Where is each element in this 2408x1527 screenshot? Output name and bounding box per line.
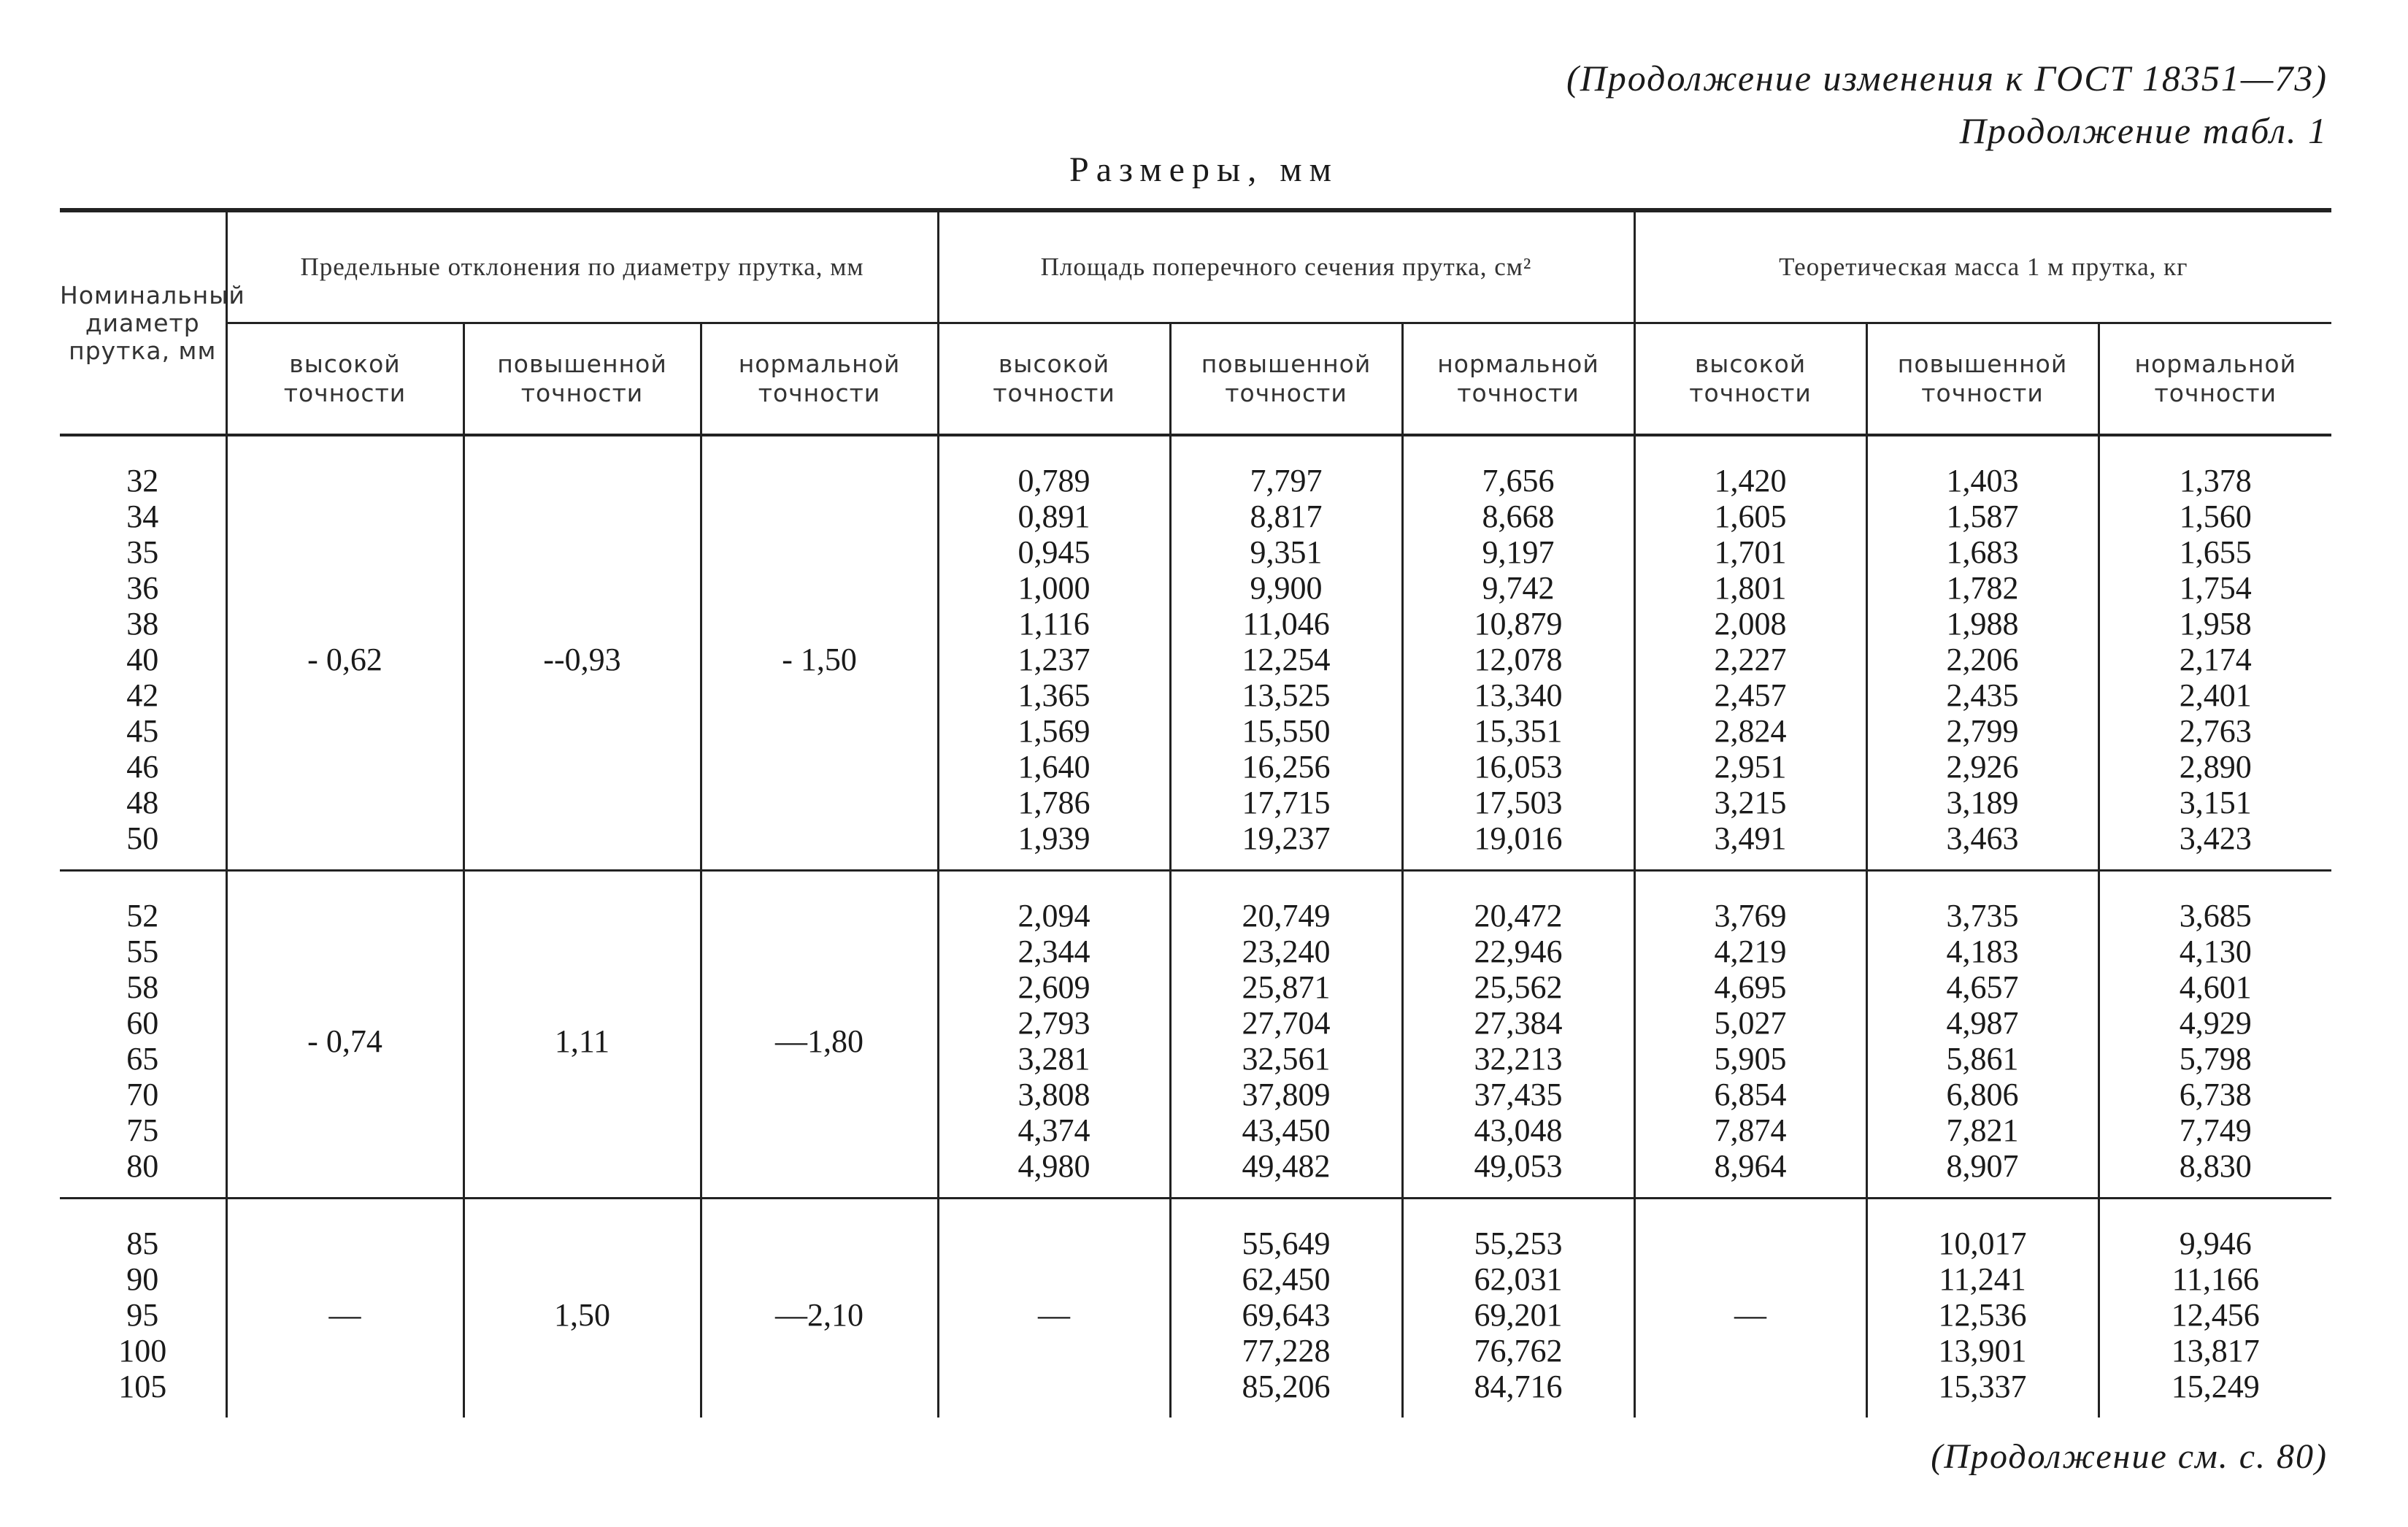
value: 2,401 [2179, 677, 2252, 713]
value: 3,423 [2179, 820, 2252, 856]
value: 2,206 [1946, 642, 2019, 677]
units-caption: Размеры, мм [1069, 150, 1339, 189]
value: 6,806 [1946, 1077, 2019, 1112]
value: 3,685 [2179, 898, 2252, 934]
value: 4,657 [1946, 969, 2019, 1005]
value: 8,817 [1250, 499, 1323, 534]
value: 9,351 [1250, 534, 1323, 570]
value: 40 [126, 642, 159, 677]
value: 9,197 [1482, 534, 1555, 570]
cell-sizes [60, 1199, 226, 1418]
value: 27,384 [1474, 1005, 1563, 1041]
value: 3,215 [1714, 785, 1787, 820]
cell-mass-normal [2099, 1199, 2331, 1418]
value: 5,861 [1946, 1041, 2019, 1077]
value: 13,525 [1242, 677, 1331, 713]
value: 1,640 [1018, 749, 1090, 785]
value: 12,536 [1938, 1297, 2027, 1333]
value: 3,491 [1714, 820, 1787, 856]
value: 20,749 [1242, 898, 1331, 934]
value: 1,378 [2179, 463, 2252, 499]
cell-dev-normal: —2,10 [701, 1199, 938, 1418]
value: 1,605 [1714, 499, 1787, 534]
value: 43,048 [1474, 1112, 1563, 1148]
cell-mass-high [1634, 871, 1866, 1199]
value: 85 [126, 1226, 159, 1261]
value: 11,166 [2172, 1261, 2259, 1297]
value: 10,017 [1938, 1226, 2027, 1261]
value: 4,183 [1946, 934, 2019, 969]
value: 2,344 [1018, 934, 1090, 969]
value: 55 [126, 934, 159, 969]
value: 2,094 [1018, 898, 1090, 934]
value: 8,830 [2179, 1148, 2252, 1184]
value: 12,456 [2171, 1297, 2260, 1333]
value: 6,854 [1714, 1077, 1787, 1112]
value: 13,340 [1474, 677, 1563, 713]
value: 7,821 [1946, 1112, 2019, 1148]
value: 1,116 [1018, 606, 1090, 642]
value: 23,240 [1242, 934, 1331, 969]
value: 1,786 [1018, 785, 1090, 820]
value: 5,027 [1714, 1005, 1787, 1041]
value: 3,769 [1714, 898, 1787, 934]
continuation-title: (Продолжение изменения к ГОСТ 18351—73) [1566, 58, 2328, 99]
value: 50 [126, 820, 159, 856]
value: 1,560 [2179, 499, 2252, 534]
cell-dev-increased: 1,11 [463, 871, 701, 1199]
value: 2,227 [1714, 642, 1787, 677]
value: 2,763 [2179, 713, 2252, 749]
cell-dev-increased: 1,50 [463, 1199, 701, 1418]
value: 52 [126, 898, 159, 934]
value: 15,249 [2171, 1369, 2260, 1404]
value: 4,695 [1714, 969, 1787, 1005]
value: 11,241 [1939, 1261, 2026, 1297]
table-row-group [60, 871, 2331, 1199]
value: 1,782 [1946, 570, 2019, 606]
group-deviation-header: Предельные отклонения по диаметру прутка, мм [226, 210, 938, 323]
value: 5,905 [1714, 1041, 1787, 1077]
value: 1,754 [2179, 570, 2252, 606]
value: 12,254 [1242, 642, 1331, 677]
cell-dev-normal: —1,80 [701, 871, 938, 1199]
value: 1,587 [1946, 499, 2019, 534]
value: 2,890 [2179, 749, 2252, 785]
value: 37,809 [1242, 1077, 1331, 1112]
col-nominal-diameter: Номинальный диаметр прутка, мм [60, 210, 226, 435]
value: 75 [126, 1112, 159, 1148]
group-mass-header: Теоретическая масса 1 м прутка, кг [1634, 210, 2331, 323]
value: 2,435 [1946, 677, 2019, 713]
value: 76,762 [1474, 1333, 1563, 1369]
table-continuation-label: Продолжение табл. 1 [1959, 110, 2328, 151]
sub-dev-normal: нормальной точности [701, 323, 938, 436]
value: 19,237 [1242, 820, 1331, 856]
value: 2,609 [1018, 969, 1090, 1005]
value: 17,503 [1474, 785, 1563, 820]
cell-mass-increased [1866, 871, 2099, 1199]
value: 2,799 [1946, 713, 2019, 749]
value: 55,649 [1242, 1226, 1331, 1261]
value: 8,668 [1482, 499, 1555, 534]
cell-area-normal [1402, 1199, 1634, 1418]
value: 90 [126, 1261, 159, 1297]
value: 69,201 [1474, 1297, 1563, 1333]
value: 1,958 [2179, 606, 2252, 642]
value: 9,900 [1250, 570, 1323, 606]
cell-area-normal [1402, 871, 1634, 1199]
value: 27,704 [1242, 1005, 1331, 1041]
value: 2,457 [1714, 677, 1787, 713]
sub-area-increased: повышенной точности [1170, 323, 1402, 436]
value: 4,130 [2179, 934, 2252, 969]
cell-mass-normal [2099, 435, 2331, 871]
cell-area-normal [1402, 435, 1634, 871]
value: 34 [126, 499, 159, 534]
cell-area-high [938, 871, 1170, 1199]
value: 55,253 [1474, 1226, 1563, 1261]
value: 19,016 [1474, 820, 1563, 856]
value: 22,946 [1474, 934, 1563, 969]
value: 105 [118, 1369, 167, 1404]
footer-continuation: (Продолжение см. с. 80) [1931, 1437, 2328, 1476]
value: 0,891 [1018, 499, 1090, 534]
value: 48 [126, 785, 159, 820]
value: 1,365 [1018, 677, 1090, 713]
value: 49,053 [1474, 1148, 1563, 1184]
value: 62,450 [1242, 1261, 1331, 1297]
value: 45 [126, 713, 159, 749]
value: 3,463 [1946, 820, 2019, 856]
value: 15,337 [1938, 1369, 2027, 1404]
value: 7,797 [1250, 463, 1323, 499]
value: 20,472 [1474, 898, 1563, 934]
value: 3,281 [1018, 1041, 1090, 1077]
value: 17,715 [1242, 785, 1331, 820]
value: 0,789 [1018, 463, 1090, 499]
cell-area-increased [1170, 871, 1402, 1199]
sub-mass-high: высокой точности [1634, 323, 1866, 436]
value: 85,206 [1242, 1369, 1331, 1404]
value: 1,988 [1946, 606, 2019, 642]
value: 65 [126, 1041, 159, 1077]
value: 4,374 [1018, 1112, 1090, 1148]
cell-area-high: — [938, 1199, 1170, 1418]
cell-dev-normal: - 1,50 [701, 435, 938, 871]
value: 0,945 [1018, 534, 1090, 570]
value: 13,901 [1938, 1333, 2027, 1369]
value: 9,946 [2179, 1226, 2252, 1261]
value: 42 [126, 677, 159, 713]
cell-mass-high: — [1634, 1199, 1866, 1418]
value: 3,189 [1946, 785, 2019, 820]
cell-mass-increased [1866, 435, 2099, 871]
value: 2,008 [1714, 606, 1787, 642]
value: 49,482 [1242, 1148, 1331, 1184]
value: 36 [126, 570, 159, 606]
value: 15,351 [1474, 713, 1563, 749]
value: 32,561 [1242, 1041, 1331, 1077]
value: 7,749 [2179, 1112, 2252, 1148]
value: 8,964 [1714, 1148, 1787, 1184]
value: 7,874 [1714, 1112, 1787, 1148]
value: 3,735 [1946, 898, 2019, 934]
value: 58 [126, 969, 159, 1005]
value: 2,793 [1018, 1005, 1090, 1041]
value: 32,213 [1474, 1041, 1563, 1077]
value: 4,980 [1018, 1148, 1090, 1184]
value: 1,701 [1714, 534, 1787, 570]
value: 37,435 [1474, 1077, 1563, 1112]
value: 46 [126, 749, 159, 785]
value: 1,683 [1946, 534, 2019, 570]
value: 2,824 [1714, 713, 1787, 749]
value: 6,738 [2179, 1077, 2252, 1112]
value: 3,151 [2179, 785, 2252, 820]
value: 2,174 [2179, 642, 2252, 677]
value: 1,801 [1714, 570, 1787, 606]
value: 9,742 [1482, 570, 1555, 606]
value: 4,601 [2179, 969, 2252, 1005]
value: 25,871 [1242, 969, 1331, 1005]
value: 1,420 [1714, 463, 1787, 499]
value: 12,078 [1474, 642, 1563, 677]
value: 10,879 [1474, 606, 1563, 642]
value: 1,655 [2179, 534, 2252, 570]
value: 16,053 [1474, 749, 1563, 785]
sub-dev-high: высокой точности [226, 323, 463, 436]
value: 2,926 [1946, 749, 2019, 785]
group-area-header: Площадь поперечного сечения прутка, см² [938, 210, 1634, 323]
value: 1,000 [1018, 570, 1090, 606]
table-row-group [60, 435, 2331, 871]
value: 1,237 [1018, 642, 1090, 677]
table-row-group [60, 1199, 2331, 1418]
value: 1,569 [1018, 713, 1090, 749]
sub-mass-increased: повышенной точности [1866, 323, 2099, 436]
value: 35 [126, 534, 159, 570]
value: 32 [126, 463, 159, 499]
cell-dev-high: - 0,74 [226, 871, 463, 1199]
value: 100 [118, 1333, 167, 1369]
value: 2,951 [1714, 749, 1787, 785]
cell-mass-high [1634, 435, 1866, 871]
value: 80 [126, 1148, 159, 1184]
value: 11,046 [1242, 606, 1330, 642]
value: 4,929 [2179, 1005, 2252, 1041]
value: 4,219 [1714, 934, 1787, 969]
value: 43,450 [1242, 1112, 1331, 1148]
value: 8,907 [1946, 1148, 2019, 1184]
value: 4,987 [1946, 1005, 2019, 1041]
cell-mass-increased [1866, 1199, 2099, 1418]
cell-dev-high: - 0,62 [226, 435, 463, 871]
sub-dev-increased: повышенной точности [463, 323, 701, 436]
value: 7,656 [1482, 463, 1555, 499]
value: 13,817 [2171, 1333, 2260, 1369]
value: 15,550 [1242, 713, 1331, 749]
cell-area-high [938, 435, 1170, 871]
value: 1,403 [1946, 463, 2019, 499]
cell-area-increased [1170, 1199, 1402, 1418]
value: 5,798 [2179, 1041, 2252, 1077]
value: 69,643 [1242, 1297, 1331, 1333]
value: 62,031 [1474, 1261, 1563, 1297]
cell-sizes [60, 871, 226, 1199]
value: 16,256 [1242, 749, 1331, 785]
value: 25,562 [1474, 969, 1563, 1005]
cell-dev-high: — [226, 1199, 463, 1418]
value: 1,939 [1018, 820, 1090, 856]
sub-mass-normal: нормальной точности [2099, 323, 2331, 436]
value: 84,716 [1474, 1369, 1563, 1404]
value: 38 [126, 606, 159, 642]
sub-area-normal: нормальной точности [1402, 323, 1634, 436]
cell-mass-normal [2099, 871, 2331, 1199]
sub-area-high: высокой точности [938, 323, 1170, 436]
value: 77,228 [1242, 1333, 1331, 1369]
value: 95 [126, 1297, 159, 1333]
cell-sizes [60, 435, 226, 871]
value: 70 [126, 1077, 159, 1112]
table-body [60, 435, 2331, 1418]
dimensions-table [60, 208, 2331, 1418]
cell-dev-increased: --0,93 [463, 435, 701, 871]
value: 3,808 [1018, 1077, 1090, 1112]
value: 60 [126, 1005, 159, 1041]
cell-area-increased [1170, 435, 1402, 871]
